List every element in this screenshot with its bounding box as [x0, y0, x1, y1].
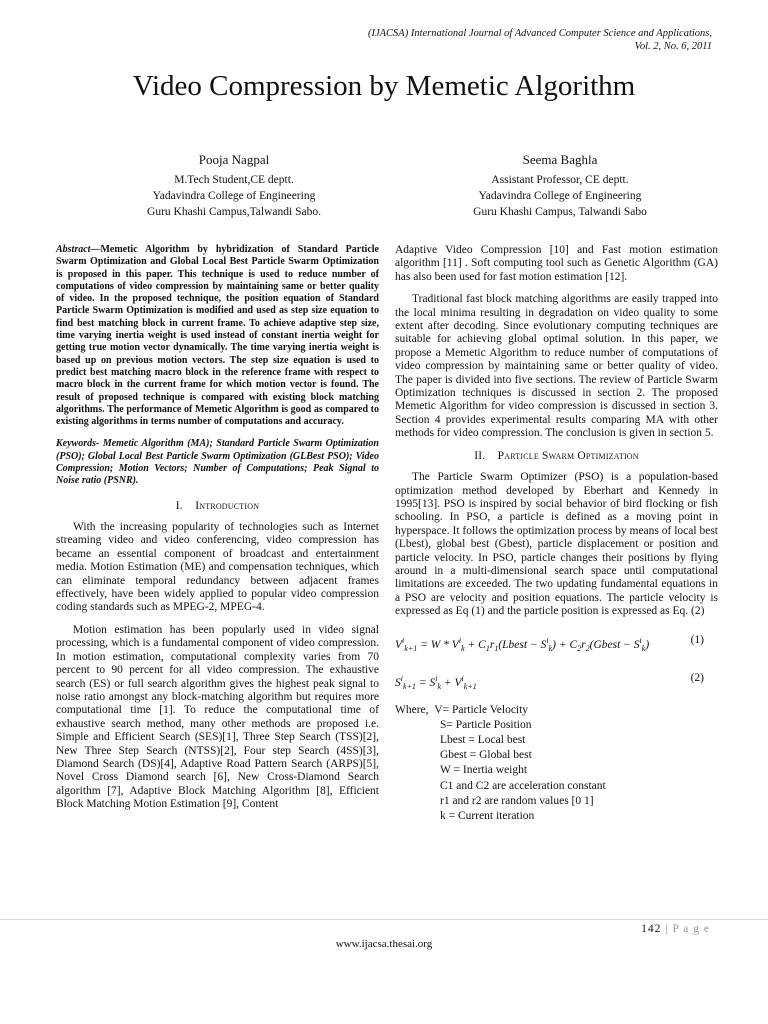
- equation-2-formula: $S^i_{k+1} = S^i_k + V^i_{k+1}$: [395, 673, 477, 691]
- abstract: [56, 244, 379, 428]
- author-block-2: [430, 152, 690, 220]
- author-affiliation-line: Assistant Professor, CE deptt.: [491, 174, 629, 186]
- author-affiliation-line: Yadavindra College of Engineering: [152, 190, 316, 202]
- where-row: [395, 704, 718, 719]
- right-column: [395, 244, 718, 825]
- footer-divider: [0, 919, 768, 920]
- keywords: Keywords- Memetic Algorithm (MA); Standard Particle Swarm Optimization (PSO); Global Local Best Particle Swarm Optimization (GLBest PSO); Video Compression; Motion Vectors; Number of Computations; Peak Signal to Noise ratio (PSNR).: [56, 438, 379, 487]
- page-number-value: 142: [641, 923, 662, 935]
- paragraph: Traditional fast block matching algorithms are easily trapped into the local minima resulting in degradation on video quality to some extent after decoding. Since evolutionary computing techniques are suitable for achieving global optimal solution. In this paper, we propose a Memetic Algorithm to reduce number of computations of video compression by maintaining same or better quality of video. The paper is divided into five sections. The review of Particle Swarm Optimization techniques is discussed in section 2. The proposed Memetic Algorithm for video compression is discussed in section 3. Section 4 provides experimental results comparing MA with other methods for video compression. The conclusion is given in section 5.: [395, 293, 718, 440]
- author-affiliation-line: Guru Khashi Campus,Talwandi Sabo.: [147, 206, 321, 218]
- author-block-1: [104, 152, 364, 220]
- where-item: S= Particle Position: [440, 718, 532, 731]
- author-affiliation-line: M.Tech Student,CE deptt.: [174, 174, 294, 186]
- where-item: k = Current iteration: [440, 809, 535, 822]
- abstract-label: Abstract: [56, 244, 91, 255]
- author-affiliation-line: Guru Khashi Campus, Talwandi Sabo: [473, 206, 647, 218]
- where-item: V= Particle Velocity: [434, 703, 529, 716]
- journal-header-line2: Vol. 2, No. 6, 2011: [634, 41, 712, 52]
- journal-header: [368, 27, 712, 53]
- page-number: [641, 923, 710, 935]
- section-title: Introduction: [195, 499, 260, 512]
- author-name: Seema Baghla: [522, 152, 598, 167]
- where-item: Gbest = Global best: [440, 749, 532, 762]
- where-item: Lbest = Local best: [440, 733, 526, 746]
- section-heading-pso: [395, 450, 718, 463]
- where-item: W = Inertia weight: [440, 764, 528, 777]
- equation-1-number: (1): [690, 633, 704, 646]
- paragraph: Adaptive Video Compression [10] and Fast motion estimation algorithm [11] . Soft computing tool such as Genetic Algorithm (GA) has also been used for fast motion estimation [12].: [395, 244, 718, 283]
- paragraph: Motion estimation has been popularly used in video signal processing, which is a fundamental component of video compression. In motion estimation, computational complexity varies from 70 percent to 90 percent for all video compression. The exhaustive search (ES) or full search algorithm gives the highest peak signal to noise ratio amongst any block-matching algorithm but requires more computational time [1]. To reduce the computational time of exhaustive search method, many other methods are proposed i.e. Simple and Efficient Search (SES)[1], Three Step Search (TSS)[2], New Three Step Search (NTSS)[2], Four step Search (4SS)[3], Diamond Search (DS)[4], Adaptive Road Pattern Search (ARPS)[5], Novel Cross Diamond search [6], New Cross-Diamond Search algorithm [7], Adaptive Block Matching Algorithm [8], Efficient Block Matching Motion Estimation [9], Content: [56, 623, 379, 811]
- section-number: I.: [175, 499, 183, 512]
- author-name: Pooja Nagpal: [198, 152, 270, 167]
- author-affiliation-line: Yadavindra College of Engineering: [478, 190, 642, 202]
- paragraph: With the increasing popularity of technologies such as Internet streaming video and video conferencing, video compression has became an essential component of broadcast and entertainment media. Motion Estimation (ME) and compensation techniques, which can eliminate temporal redundancy between adjacent frames effectively, have been widely applied to popular video compression coding standards such as MPEG-2, MPEG-4.: [56, 521, 379, 614]
- paper-title: Video Compression by Memetic Algorithm: [132, 70, 636, 102]
- section-title: Particle Swarm Optimization: [497, 449, 639, 462]
- left-column: [56, 244, 379, 821]
- equation-2: [395, 666, 718, 700]
- equation-1: [395, 628, 718, 662]
- equation-1-formula: $V^i_{k+1} = W * V^i_k$ + $C_1r_1(Lbest - S^i_k)$ + $C_2r_2(Gbest - S^i_k)$: [395, 635, 650, 653]
- where-label: Where,: [395, 703, 429, 716]
- equation-2-number: (2): [690, 671, 704, 684]
- paragraph: The Particle Swarm Optimizer (PSO) is a population-based optimization method developed by Eberhart and Kennedy in 1995[13]. PSO is inspired by social behavior of bird flocking or fish schooling. In PSO, a particle is defined as a moving point in hyperspace. It follows the optimization process by means of local best (Lbest), global best (Gbest), particle displacement or position and particle velocity. In PSO, particle changes their positions by flying around in a multi-dimensional search space until computational limitations are exceeded. The two updating fundamental equations in a PSO are velocity and position equations. The particle velocity is expressed as Eq (1) and the particle position is expressed as Eq. (2): [395, 471, 718, 618]
- where-list: [395, 704, 718, 826]
- where-item: C1 and C2 are acceleration constant: [440, 779, 606, 792]
- footer-url: www.ijacsa.thesai.org: [335, 938, 433, 950]
- page-label: | P a g e: [665, 923, 710, 935]
- journal-header-line1: (IJACSA) International Journal of Advanced Computer Science and Applications,: [367, 28, 712, 39]
- abstract-text: —Memetic Algorithm by hybridization of Standard Particle Swarm Optimization and Global Local Best Particle Swarm Optimization is proposed in this paper. This technique is used to reduce number of computations of video compression by maintaining same or better quality of video. In the proposed technique, the position equation of Standard Particle Swarm Optimization is modified and used as step size equation to find best matching block in current frame. To achieve adaptive step size, time varying inertia weight is used instead of constant inertia weight for getting true motion vector dynamically. The time varying inertia weight is based up on previous motion vectors. The step size equation is used to predict best matching macro block in the reference frame with respect to macro block in the current frame for which motion vector is found. The result of proposed technique is compared with existing block matching algorithms. The performance of Memetic Algorithm is good as compared to existing algorithms in terms number of computations and accuracy.: [56, 244, 379, 428]
- section-number: II.: [474, 449, 486, 462]
- where-item: r1 and r2 are random values [0 1]: [440, 794, 594, 807]
- section-heading-introduction: [56, 500, 379, 513]
